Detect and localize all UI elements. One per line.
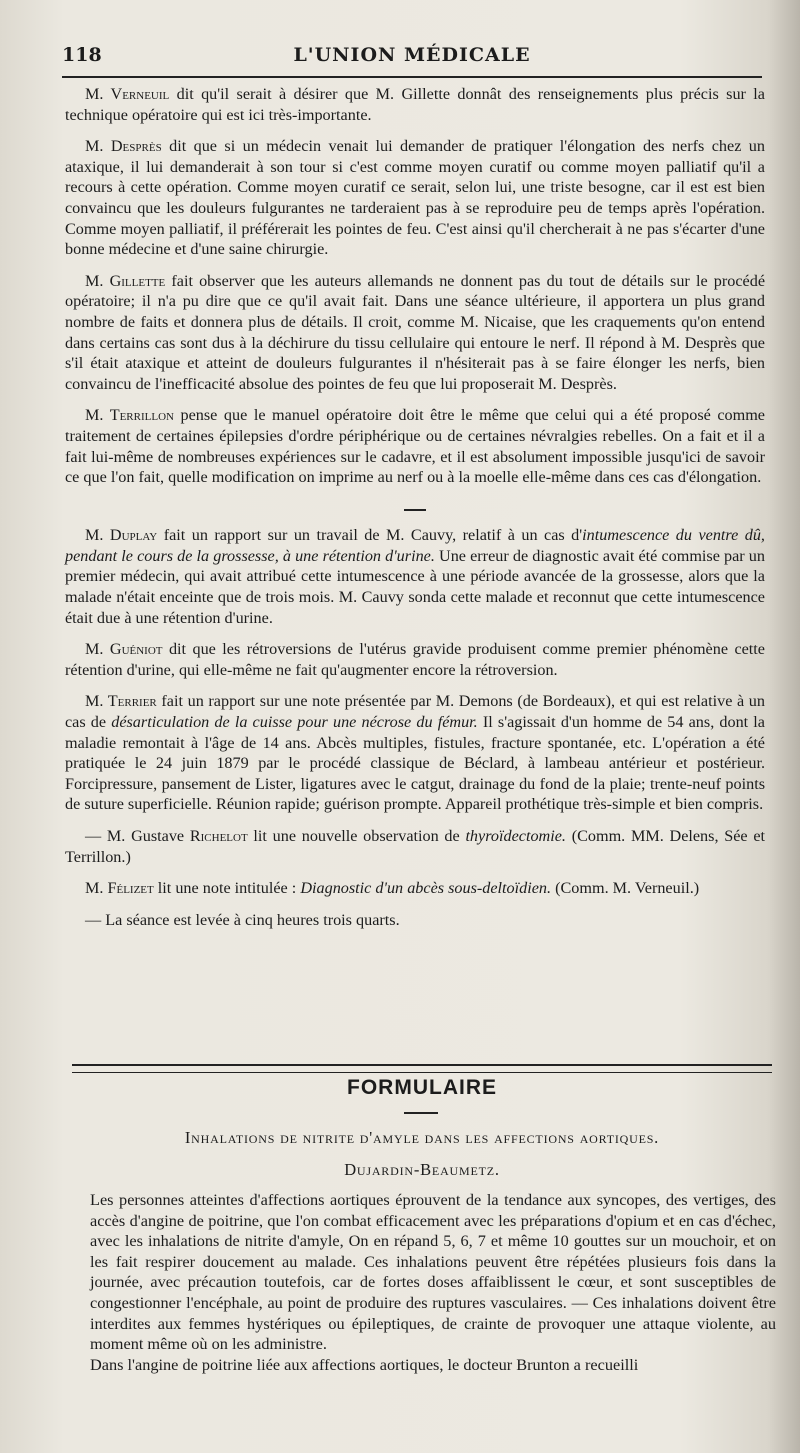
article-author: Dujardin-Beaumetz. bbox=[344, 1160, 500, 1179]
paragraph-terrillon bbox=[65, 405, 765, 487]
formulaire-body bbox=[90, 1190, 776, 1375]
section-title: FORMULAIRE bbox=[347, 1076, 497, 1099]
italic-title: intumescence du ventre dû, pendant le cours de la grossesse, à une rétention d'urine. bbox=[65, 526, 765, 565]
separator-dash bbox=[65, 499, 765, 520]
paragraph-gillette bbox=[65, 271, 765, 395]
paragraph-gueniot bbox=[65, 639, 765, 680]
paragraph-terrier bbox=[65, 691, 765, 815]
paragraph-despres bbox=[65, 136, 765, 260]
paragraph-verneuil bbox=[65, 84, 765, 125]
speaker-name: M. Terrier bbox=[85, 692, 157, 711]
paragraph-text: fait un rapport sur un travail de M. Cauvy, relatif à un cas d' bbox=[157, 526, 583, 545]
speaker-name: M. Verneuil bbox=[85, 85, 170, 103]
running-title: L'UNION MÉDICALE bbox=[293, 44, 531, 66]
paragraph-duplay bbox=[65, 525, 765, 628]
italic-title: Diagnostic d'un abcès sous-deltoïdien. bbox=[300, 879, 552, 898]
page-number: 118 bbox=[62, 44, 102, 66]
italic-title: thyroïdectomie. bbox=[465, 827, 566, 845]
paragraph-felizet bbox=[65, 878, 765, 899]
paragraph-text: fait un rapport sur une note présentée par M. Demons (de Bordeaux), et qui est relative à un cas de bbox=[65, 692, 765, 732]
paragraph-text: dit que si un médecin venait lui demander de pratiquer l'élongation des nerfs chez un ataxique, il lui demanderait à son tour si c'est comme moyen curatif ou comme moyen palliatif qu'il a recours à cette opération. Comme moyen curatif ce serait, selon lui, une triste besogne, car il est est bien convaincu que les douleurs fulgurantes ne tarderaient pas à se reproduire peu de temps après l'opération. Comme moyen palliatif, il préférerait les pointes de feu. C'est ainsi qu'il chercherait à ne pas s'écarter d'une bonne médecine et d'une saine chirurgie. bbox=[65, 137, 765, 259]
paragraph-text: (Comm. MM. Delens, Sée et Terrillon.) bbox=[65, 827, 765, 866]
paragraph-text: dit qu'il serait à désirer que M. Gillette donnât des renseignements plus précis sur la technique opératoire qui est ici très-importante. bbox=[65, 85, 765, 124]
article-title: Inhalations de nitrite d'amyle dans les affections aortiques. bbox=[184, 1128, 660, 1147]
speaker-name: M. Duplay bbox=[85, 526, 158, 545]
section-divider bbox=[72, 1064, 772, 1073]
paragraph-text: (Comm. M. Verneuil.) bbox=[551, 879, 700, 898]
paragraph-text: lit une note intitulée : bbox=[153, 879, 301, 898]
paragraph-text: dit que les rétroversions de l'utérus gravide produisent comme premier phénomène cette rétention d'urine, qui elle-même ne fait qu'augmenter encore la rétroversion. bbox=[65, 640, 765, 679]
paragraph-text: Une erreur de diagnostic avait été commise par un premier médecin, qui avait attribué cette intumescence à une période avancée de la grossesse, alors que la malade n'était enceinte que de trois mois. M. Cauvy sonda cette malade et reconnut que cette intumescence était due à une rétention d'urine. bbox=[65, 546, 765, 627]
paragraph-text: pense que le manuel opératoire doit être le même que celui qui a été proposé comme traitement de certaines épilepsies d'ordre périphérique ou de certaines névralgies rebelles. On a fait et il a fait lui-même de nombreuses expériences sur le cadavre, et il est absolument impossible jusqu'ici de savoir ce que l'on fait, quelle modification on imprime au nerf ou à la moelle elle-même dans ces cas d'élongation. bbox=[65, 406, 765, 487]
paragraph-text: — M. Gustave bbox=[85, 827, 190, 845]
paragraph-text: fait observer que les auteurs allemands ne donnent pas du tout de détails sur le procédé opératoire; il n'a pu dire que ce qu'il avait fait. Dans une séance ultérieure, il apportera un plus grand nombre de faits et donnera plus de détails. Il croit, comme M. Nicaise, que les craquements qu'on entend dans certains cas sont dus à la déchirure du tissu cellulaire qui entoure le nerf. Il répond à M. Desprès que s'il était ataxique et atteint de douleurs fulgurantes il n'hésiterait pas à se faire élonger les nerfs, bien convaincu de l'inefficacité absolue des pointes de feu que lui proposerait M. Desprès. bbox=[65, 271, 765, 393]
paragraph-text: lit une nouvelle observation de bbox=[247, 827, 466, 845]
formulaire-paragraph: Dans l'angine de poitrine liée aux affections aortiques, le docteur Brunton a recueilli bbox=[90, 1354, 639, 1374]
formulaire-paragraph: Les personnes atteintes d'affections aortiques éprouvent de la tendance aux syncopes, des vertiges, des accès d'angine de poitrine, que l'on combat efficacement avec les préparations d'opium et en cas d'échec, avec les inhalations de nitrite d'amyle, On en répand 5, 6, 7 et même 10 gouttes sur un mouchoir, et on les fait respirer doucement au malade. Ces inhalations peuvent être répétées plusieurs fois dans la journée, avec précaution toutefois, car de fortes doses affaiblissent le cœur, et sont susceptibles de congestionner l'encéphale, au point de produire des ruptures vasculaires. — Ces inhalations doivent être interdites aux femmes hystériques ou épileptiques, de crainte de provoquer une attaque violente, au moment même où on les administre. bbox=[90, 1190, 776, 1354]
speaker-name: M. Félizet bbox=[85, 879, 154, 898]
paragraph-text: Il s'agissait d'un homme de 54 ans, dont la maladie remontait à l'âge de 14 ans. Abcès multiples, fistules, fracture spontanée, etc. L'opération a été pratiquée le 24 juin 1879 par le procédé classique de Béclard, à lambeau antérieur et postérieur. Forcipressure, pansement de Lister, ligatures avec le catgut, drainage du fond de la plaie; trente-neuf points de suture superficielle. Réunion rapide; guérison prompte. Appareil prothétique très-simple et bien compris. bbox=[65, 713, 765, 814]
minutes-body bbox=[65, 84, 765, 941]
paragraph-richelot bbox=[65, 826, 765, 867]
speaker-name: M. Gillette bbox=[85, 271, 166, 290]
speaker-name: M. Guéniot bbox=[85, 640, 163, 659]
speaker-name: M. Desprès bbox=[85, 137, 162, 156]
speaker-name: M. Terrillon bbox=[85, 406, 174, 425]
page-header bbox=[62, 38, 762, 74]
header-rule bbox=[62, 76, 762, 78]
italic-title: désarticulation de la cuisse pour une nécrose du fémur. bbox=[111, 713, 478, 732]
paragraph-closing: — La séance est levée à cinq heures trois quarts. bbox=[85, 910, 400, 929]
title-underline bbox=[404, 1112, 438, 1114]
speaker-name: Richelot bbox=[189, 827, 248, 845]
